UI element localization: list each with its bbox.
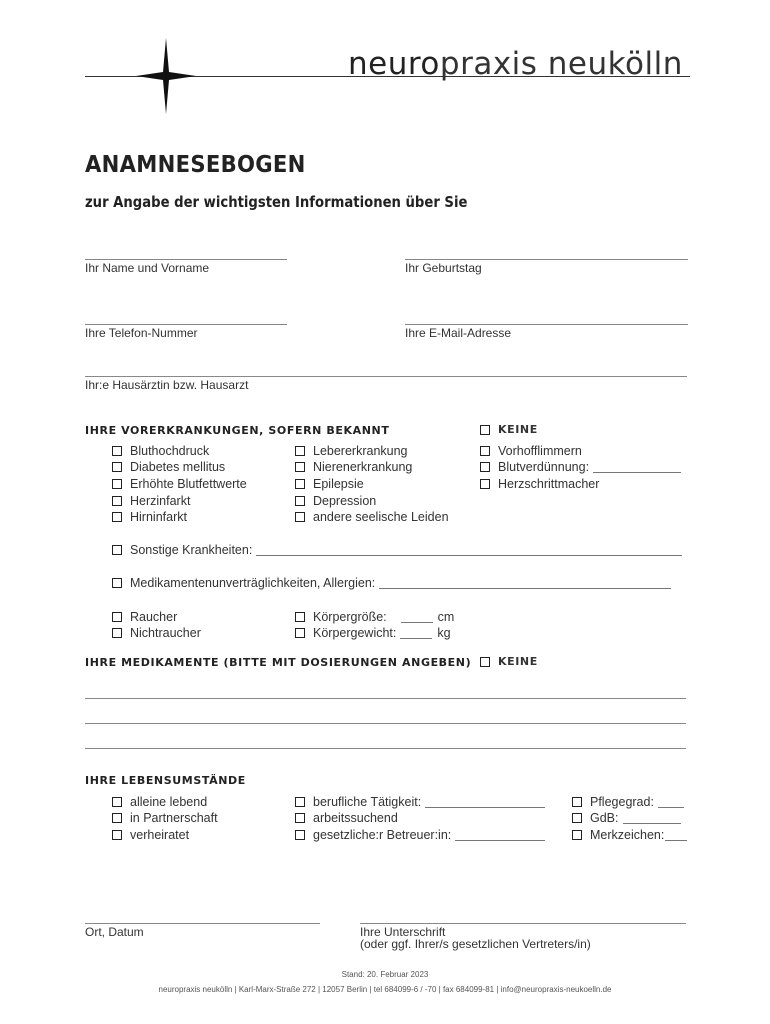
weight-field[interactable] xyxy=(400,628,432,639)
name-label: Ihr Name und Vorname xyxy=(85,261,210,275)
cond-label: Lebererkrankung xyxy=(313,444,408,458)
living-label: arbeitssuchend xyxy=(313,811,398,825)
living-label: alleine lebend xyxy=(130,795,208,809)
other-diseases-field[interactable] xyxy=(256,545,682,556)
checkbox-icon xyxy=(295,797,305,807)
phone-field[interactable] xyxy=(85,324,287,325)
height-unit: cm xyxy=(437,610,455,624)
living-heading: IHRE LEBENSUMSTÄNDE xyxy=(85,774,246,787)
cond-checkbox[interactable] xyxy=(112,510,187,524)
cond-checkbox[interactable] xyxy=(480,460,681,474)
checkbox-icon xyxy=(480,479,490,489)
cond-label: Herzinfarkt xyxy=(130,494,191,508)
cond-checkbox[interactable] xyxy=(112,444,209,458)
cond-checkbox[interactable] xyxy=(295,460,412,474)
height-field[interactable] xyxy=(401,612,433,623)
checkbox-icon xyxy=(295,830,305,840)
living-checkbox[interactable] xyxy=(572,811,681,825)
cond-label: Herzschrittmacher xyxy=(498,477,600,491)
doctor-field[interactable] xyxy=(85,376,687,377)
signature-label: Ihre Unterschrift xyxy=(360,925,446,939)
cond-checkbox[interactable] xyxy=(480,444,582,458)
prior-none-checkbox[interactable] xyxy=(480,423,538,436)
checkbox-icon xyxy=(112,479,122,489)
cond-label: Blutverdünnung: xyxy=(498,460,590,474)
checkbox-icon xyxy=(112,830,122,840)
checkbox-icon xyxy=(295,479,305,489)
cond-checkbox[interactable] xyxy=(480,477,599,491)
marker-field[interactable] xyxy=(665,830,687,841)
place-date-label: Ort, Datum xyxy=(85,925,144,939)
gdb-field[interactable] xyxy=(623,813,681,824)
cond-checkbox[interactable] xyxy=(112,460,225,474)
place-date-field[interactable] xyxy=(85,923,320,924)
birthday-field[interactable] xyxy=(405,259,688,260)
page-subtitle: zur Angabe der wichtigsten Informationen über Sie xyxy=(85,193,468,211)
cond-label: Depression xyxy=(313,494,377,508)
living-label: Merkzeichen: xyxy=(590,828,665,842)
guardian-field[interactable] xyxy=(455,830,545,841)
other-diseases-label: Sonstige Krankheiten: xyxy=(130,543,253,557)
checkbox-icon xyxy=(112,512,122,522)
blood-thinner-field[interactable] xyxy=(593,462,681,473)
cond-checkbox[interactable] xyxy=(295,494,376,508)
intolerances-field[interactable] xyxy=(379,578,671,589)
cond-label: Erhöhte Blutfettwerte xyxy=(130,477,247,491)
cond-checkbox[interactable] xyxy=(112,477,247,491)
cond-label: andere seelische Leiden xyxy=(313,510,449,524)
living-checkbox[interactable] xyxy=(112,795,207,809)
weight-label: Körpergewicht: xyxy=(313,626,397,640)
living-checkbox[interactable] xyxy=(112,828,189,842)
living-label: Pflegegrad: xyxy=(590,795,654,809)
cond-label: Hirninfarkt xyxy=(130,510,187,524)
living-checkbox[interactable] xyxy=(572,828,687,842)
phone-label: Ihre Telefon-Nummer xyxy=(85,326,198,340)
checkbox-icon xyxy=(295,462,305,472)
signature-sublabel: (oder ggf. Ihrer/s gesetzlichen Vertreters/in) xyxy=(360,937,591,951)
checkbox-icon xyxy=(295,512,305,522)
cond-checkbox[interactable] xyxy=(295,477,364,491)
intolerances-checkbox[interactable] xyxy=(112,576,671,590)
living-checkbox[interactable] xyxy=(112,811,218,825)
signature-field[interactable] xyxy=(360,923,686,924)
smoker-label: Raucher xyxy=(130,610,178,624)
nonsmoker-checkbox[interactable] xyxy=(112,626,201,640)
care-level-field[interactable] xyxy=(658,797,684,808)
medications-none-label: KEINE xyxy=(498,655,538,668)
occupation-field[interactable] xyxy=(425,797,545,808)
checkbox-icon xyxy=(572,830,582,840)
cond-label: Epilepsie xyxy=(313,477,364,491)
prior-none-label: KEINE xyxy=(498,423,538,436)
name-field[interactable] xyxy=(85,259,287,260)
living-label: in Partnerschaft xyxy=(130,811,218,825)
checkbox-icon xyxy=(112,628,122,638)
living-label: verheiratet xyxy=(130,828,190,842)
cond-checkbox[interactable] xyxy=(295,444,408,458)
intolerances-label: Medikamentenunverträglichkeiten, Allergien: xyxy=(130,576,376,590)
medications-heading: IHRE MEDIKAMENTE (BITTE MIT DOSIERUNGEN ANGEBEN) xyxy=(85,656,472,669)
living-label: GdB: xyxy=(590,811,619,825)
checkbox-icon xyxy=(480,462,490,472)
doctor-label: Ihr:e Hausärztin bzw. Hausarzt xyxy=(85,378,249,392)
checkbox-icon xyxy=(295,813,305,823)
living-label: berufliche Tätigkeit: xyxy=(313,795,422,809)
footer-stand: Stand: 20. Februar 2023 xyxy=(341,970,429,979)
height-checkbox[interactable] xyxy=(295,610,454,624)
living-checkbox[interactable] xyxy=(295,811,398,825)
weight-unit: kg xyxy=(437,626,451,640)
checkbox-icon xyxy=(295,446,305,456)
cond-label: Bluthochdruck xyxy=(130,444,210,458)
living-checkbox[interactable] xyxy=(572,795,684,809)
cond-label: Vorhofflimmern xyxy=(498,444,582,458)
nonsmoker-label: Nichtraucher xyxy=(130,626,201,640)
cond-checkbox[interactable] xyxy=(112,494,190,508)
logo-rest: praxis neukölln xyxy=(439,46,683,82)
email-label: Ihre E-Mail-Adresse xyxy=(405,326,512,340)
cond-label: Nierenerkrankung xyxy=(313,460,413,474)
other-diseases-checkbox[interactable] xyxy=(112,543,682,557)
checkbox-icon xyxy=(295,612,305,622)
medications-none-checkbox[interactable] xyxy=(480,655,538,668)
checkbox-icon xyxy=(480,425,490,435)
medication-line[interactable] xyxy=(85,698,686,699)
checkbox-icon xyxy=(112,612,122,622)
medication-line[interactable] xyxy=(85,748,686,749)
medication-line[interactable] xyxy=(85,723,686,724)
checkbox-icon xyxy=(480,657,490,667)
checkbox-icon xyxy=(572,813,582,823)
checkbox-icon xyxy=(572,797,582,807)
living-label: gesetzliche:r Betreuer:in: xyxy=(313,828,452,842)
checkbox-icon xyxy=(112,446,122,456)
checkbox-icon xyxy=(480,446,490,456)
checkbox-icon xyxy=(112,545,122,555)
weight-checkbox[interactable] xyxy=(295,626,451,640)
living-checkbox[interactable] xyxy=(295,828,545,842)
footer-address: neuropraxis neukölln | Karl-Marx-Straße 272 | 12057 Berlin | tel 684099-6 / -70 | fax 684099-81 | info@neuropraxis-neukoelln.de xyxy=(158,985,612,994)
cond-checkbox[interactable] xyxy=(295,510,449,524)
smoker-checkbox[interactable] xyxy=(112,610,177,624)
star-logo-icon xyxy=(136,38,196,114)
checkbox-icon xyxy=(112,462,122,472)
height-label: Körpergröße: xyxy=(313,610,387,624)
birthday-label: Ihr Geburtstag xyxy=(405,261,482,275)
page-title: ANAMNESEBOGEN xyxy=(85,152,306,178)
logo-bold: neuro xyxy=(348,46,440,82)
prior-conditions-heading: IHRE VORERKRANKUNGEN, SOFERN BEKANNT xyxy=(85,424,390,437)
checkbox-icon xyxy=(295,628,305,638)
practice-logo xyxy=(348,46,683,82)
email-field[interactable] xyxy=(405,324,688,325)
checkbox-icon xyxy=(112,813,122,823)
cond-label: Diabetes mellitus xyxy=(130,460,226,474)
checkbox-icon xyxy=(112,578,122,588)
checkbox-icon xyxy=(295,496,305,506)
checkbox-icon xyxy=(112,496,122,506)
living-checkbox[interactable] xyxy=(295,795,545,809)
checkbox-icon xyxy=(112,797,122,807)
